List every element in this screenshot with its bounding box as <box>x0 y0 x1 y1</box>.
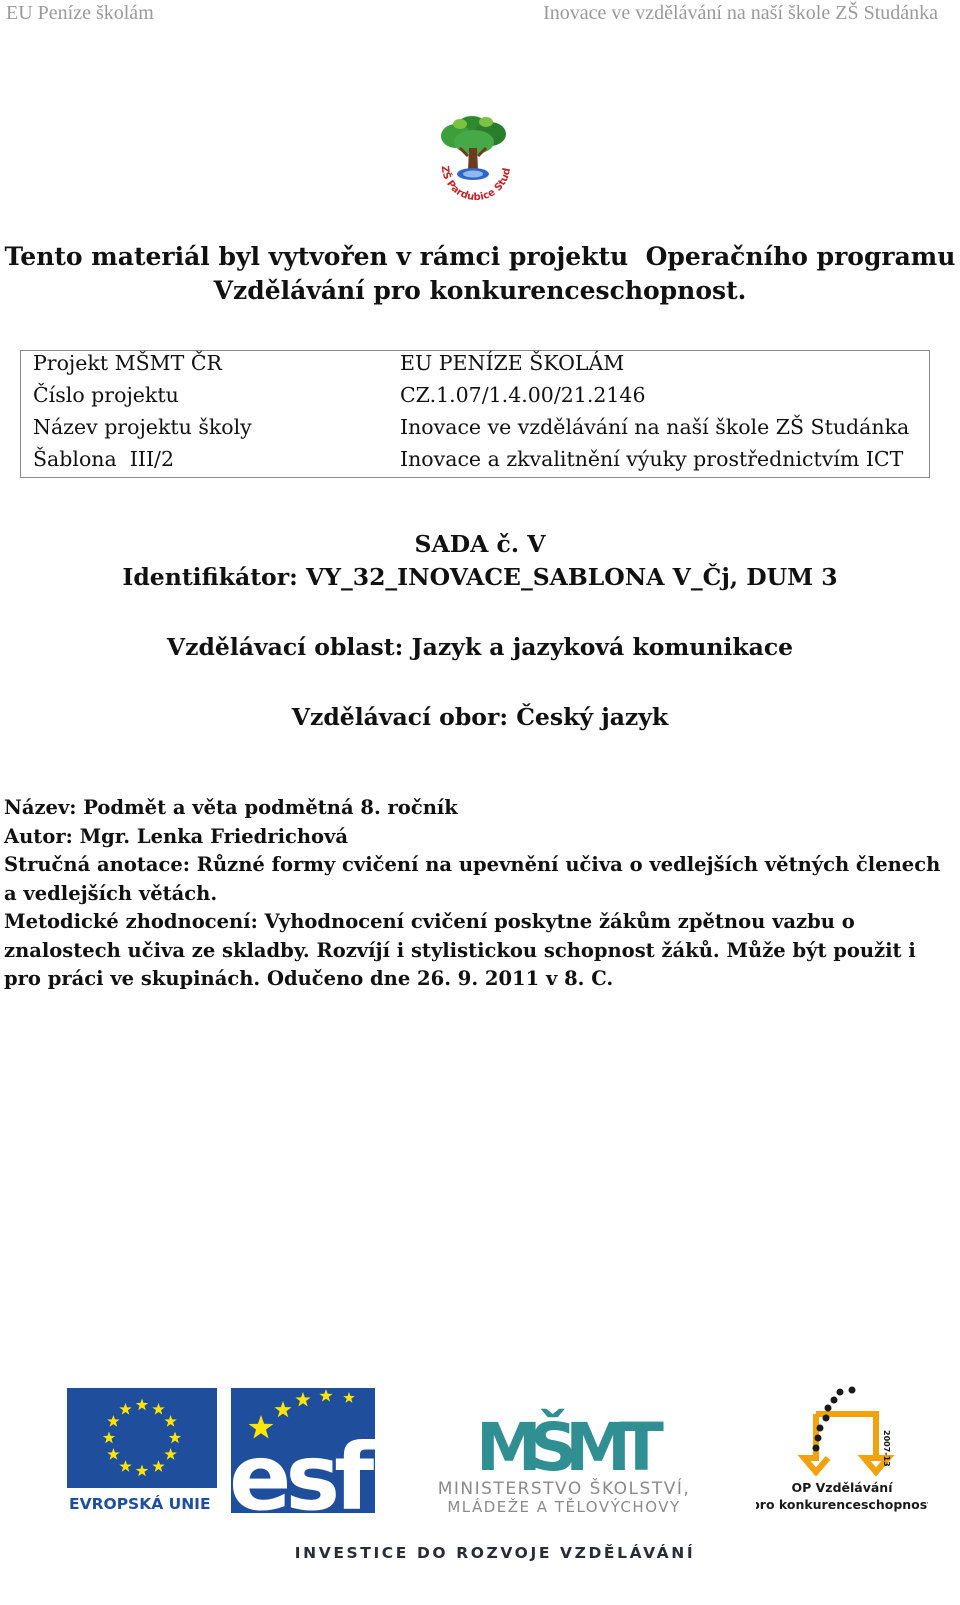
intro-line-2: Vzdělávání pro konkurenceschopnost. <box>213 276 747 305</box>
info-label: Projekt MŠMT ČR <box>33 351 222 375</box>
info-value: Inovace ve vzdělávání na naší škole ZŠ Studánka <box>400 415 910 439</box>
meta-annotation: Stručná anotace: Různé formy cvičení na upevnění učiva o vedlejších větných členech a vedlejších větách. <box>4 853 941 905</box>
intro-line-1: Tento materiál byl vytvořen v rámci projektu Operačního programu <box>4 242 956 271</box>
identifier: Identifikátor: VY_32_INOVACE_SABLONA V_Čj, DUM 3 <box>122 563 838 591</box>
meta-author: Autor: Mgr. Lenka Friedrichová <box>4 824 349 848</box>
esf-logo-text: esf <box>231 1424 369 1513</box>
eu-logo <box>67 1388 217 1513</box>
info-label: Název projektu školy <box>33 415 252 439</box>
footer-slogan: INVESTICE DO ROZVOJE VZDĚLÁVÁNÍ <box>294 1544 696 1562</box>
info-value: EU PENÍZE ŠKOLÁM <box>400 351 625 375</box>
school-logo <box>424 108 528 212</box>
eu-flag-icon <box>67 1388 217 1513</box>
msmt-line-2: MLÁDEŽE A TĚLOVÝCHOVY <box>447 1498 681 1516</box>
tree-icon <box>424 108 528 212</box>
info-value: CZ.1.07/1.4.00/21.2146 <box>400 383 646 407</box>
project-info-table <box>20 350 930 478</box>
msmt-line-1: MINISTERSTVO ŠKOLSTVÍ, <box>437 1479 691 1499</box>
op-logo <box>756 1386 928 1516</box>
info-row <box>21 383 929 415</box>
info-label: Číslo projektu <box>33 383 179 407</box>
meta-title: Název: Podmět a věta podmětná 8. ročník <box>4 796 458 819</box>
esf-logo <box>231 1388 375 1513</box>
msmt-logo <box>428 1384 700 1519</box>
header-right: Inovace ve vzdělávání na naší škole ZŠ Studánka <box>543 2 938 24</box>
intro-heading <box>0 240 960 308</box>
esf-icon <box>231 1388 375 1513</box>
info-row <box>21 415 929 447</box>
op-years: 2007-13 <box>882 1430 891 1467</box>
op-line-2: pro konkurenceschopnost <box>756 1497 928 1512</box>
header-left: EU Peníze školám <box>6 2 154 24</box>
info-row <box>21 447 929 479</box>
meta-evaluation: Metodické zhodnocení: Vyhodnocení cvičení poskytne žákům zpětnou vazbu o znalostech učiva ze skladby. Rozvíjí i stylistickou schopnost žáků. Může být použit i pro práci ve skupinách. Odučeno dne 26. 9. 2011 v 8. C. <box>4 910 916 990</box>
info-row <box>21 351 929 383</box>
op-arrow-icon <box>756 1386 928 1516</box>
school-logo-text: ZŠ Pardubice Stud <box>438 165 514 204</box>
msmt-mark-icon <box>428 1384 700 1519</box>
msmt-mark: MŠMT <box>476 1409 652 1486</box>
info-label: Šablona III/2 <box>33 447 174 471</box>
eu-logo-text: EVROPSKÁ UNIE <box>69 1495 211 1513</box>
op-line-1: OP Vzdělávání <box>791 1480 893 1495</box>
info-value: Inovace a zkvalitnění výuky prostřednictvím ICT <box>400 447 904 471</box>
education-area: Vzdělávací oblast: Jazyk a jazyková komunikace <box>166 633 794 661</box>
sada-label: SADA č. V <box>414 530 546 558</box>
education-field: Vzdělávací obor: Český jazyk <box>291 703 669 731</box>
material-metadata <box>4 794 949 994</box>
